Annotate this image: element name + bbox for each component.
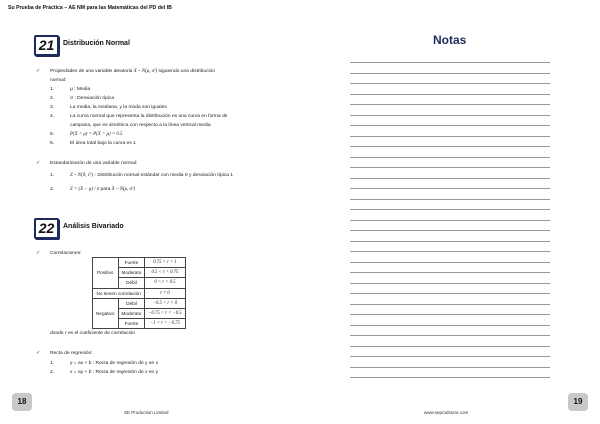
prop-text: σ : Desviación típica xyxy=(70,96,115,101)
note-line xyxy=(350,104,550,105)
prop-text: μ : Media xyxy=(70,87,91,92)
strength-label: Débil xyxy=(118,278,145,288)
strength-label: Débil xyxy=(118,298,145,308)
note-line xyxy=(350,178,550,179)
prop-text: P(X < μ) = P(X > μ) = 0.5 xyxy=(70,132,123,137)
range-cell: −0.75 < r < −0.5 xyxy=(145,308,185,318)
positivo-label: Positivo xyxy=(93,258,119,289)
note-line xyxy=(350,136,550,137)
page-header: Su Prueba de Práctica – AE NM para las Matemáticas del PD del IB xyxy=(8,5,172,11)
note-line xyxy=(350,115,550,116)
note-line xyxy=(350,125,550,126)
range-cell: r = 0 xyxy=(145,288,185,298)
corr-intro: Correlaciones: xyxy=(50,251,82,256)
prop-text: campana, que es simétrica con respecto a la línea vertical media xyxy=(70,123,211,128)
page-number-right: 19 xyxy=(568,393,588,411)
note-line xyxy=(350,356,550,357)
check-icon: ✓ xyxy=(36,250,41,256)
note-line xyxy=(350,293,550,294)
range-cell: 0 < r < 0.5 xyxy=(145,278,185,288)
page-number-left: 18 xyxy=(12,393,32,411)
note-line xyxy=(350,230,550,231)
note-line xyxy=(350,346,550,347)
strength-label: Fuerte xyxy=(118,258,145,268)
section-21-number: 21 xyxy=(34,35,59,56)
reg-number: 1. xyxy=(50,361,55,366)
prop-number: 3. xyxy=(50,105,55,110)
std-line-2: Z = (X − μ) / σ para X ~ N(μ, σ²) xyxy=(70,187,136,192)
footer-right: www.seprodstore.com xyxy=(424,410,469,415)
prop-number: 4. xyxy=(50,114,55,119)
none-label: No tienen correlación xyxy=(93,288,145,298)
prop-text: El área total bajo la curva es 1 xyxy=(70,141,136,146)
section-22-number: 22 xyxy=(34,218,59,239)
note-line xyxy=(350,220,550,221)
note-line xyxy=(350,83,550,84)
reg-number: 2. xyxy=(50,370,55,375)
note-line xyxy=(350,314,550,315)
check-icon: ✓ xyxy=(36,160,41,166)
prop-number: 2. xyxy=(50,96,55,101)
std-number: 1. xyxy=(50,173,55,178)
note-line xyxy=(350,335,550,336)
note-line xyxy=(350,209,550,210)
note-line xyxy=(350,272,550,273)
note-line xyxy=(350,157,550,158)
range-cell: −0.5 < r < 0 xyxy=(145,298,185,308)
check-icon: ✓ xyxy=(36,350,41,356)
prop-number: 6. xyxy=(50,141,55,146)
section-21-title: Distribución Normal xyxy=(63,40,130,47)
normal-intro-line-2: normal: xyxy=(50,78,67,83)
note-line xyxy=(350,262,550,263)
strength-label: Moderato xyxy=(118,268,145,278)
note-line xyxy=(350,94,550,95)
note-line xyxy=(350,167,550,168)
notes-title: Notas xyxy=(433,33,467,47)
note-line xyxy=(350,283,550,284)
note-line xyxy=(350,304,550,305)
note-line xyxy=(350,377,550,378)
note-line xyxy=(350,188,550,189)
footer-left: SE Production Limited xyxy=(124,410,169,415)
note-line xyxy=(350,325,550,326)
std-intro: Estandarización de una variable normal: xyxy=(50,161,138,166)
reg-line-1: y = ax + b : Recta de regresión de y en x xyxy=(70,361,159,366)
prop-text: La curva normal que representa la distribución es una curva en forma de xyxy=(70,114,228,119)
check-icon: ✓ xyxy=(36,68,41,74)
donde-text: donde r es el coeficiente de correlación xyxy=(50,331,136,336)
range-cell: 0.5 < r < 0.75 xyxy=(145,268,185,278)
note-line xyxy=(350,146,550,147)
note-line xyxy=(350,62,550,63)
prop-number: 5. xyxy=(50,132,55,137)
std-line-1: Z ~ N(0, 1²) : Distribución normal estándar con media 0 y desviación típica 1 xyxy=(70,173,233,178)
range-cell: 0.75 < r < 1 xyxy=(145,258,185,268)
section-22-title: Análisis Bivariado xyxy=(63,223,124,230)
negativo-label: Negativo xyxy=(93,298,119,329)
reg-intro: Recta de regresión: xyxy=(50,351,93,356)
std-number: 2. xyxy=(50,187,55,192)
reg-line-2: x = ay + b : Recta de regresión de x en y xyxy=(70,370,159,375)
note-line xyxy=(350,241,550,242)
note-line xyxy=(350,73,550,74)
prop-number: 1. xyxy=(50,87,55,92)
right-page xyxy=(300,0,600,424)
normal-intro-line: Propiedades de una variable aleatoria X ~ N(μ, σ²) siguiendo una distribución xyxy=(50,69,216,74)
strength-label: Moderato xyxy=(118,308,145,318)
note-line xyxy=(350,251,550,252)
prop-text: La media, la mediana, y la moda son iguales xyxy=(70,105,167,110)
range-cell: −1 < r < −0.75 xyxy=(145,319,185,329)
note-line xyxy=(350,367,550,368)
strength-label: Fuerte xyxy=(118,319,145,329)
correlation-table xyxy=(92,257,186,329)
note-line xyxy=(350,199,550,200)
